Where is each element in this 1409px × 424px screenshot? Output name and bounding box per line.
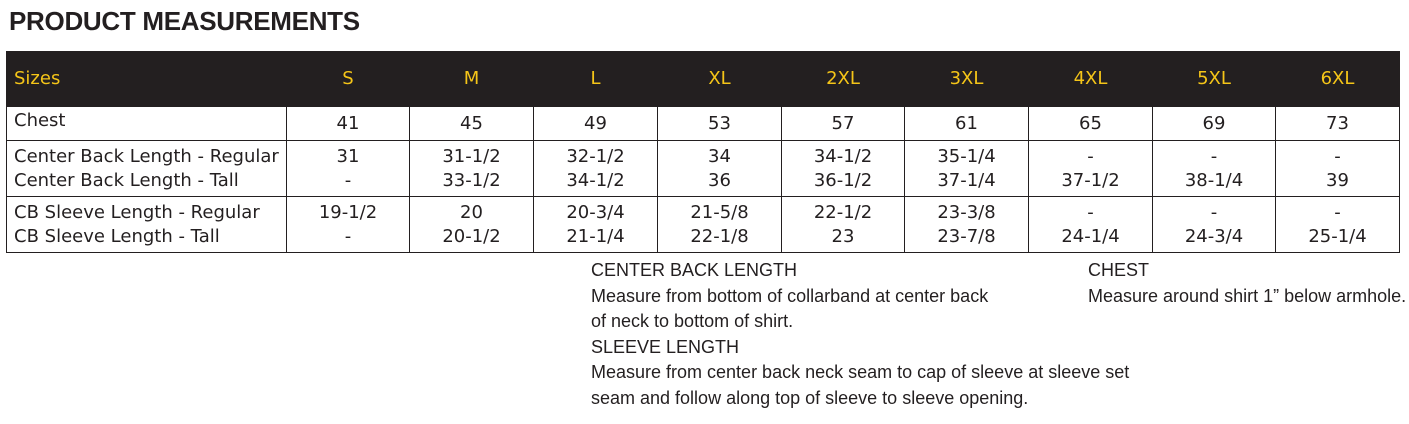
center-back-length-text: of neck to bottom of shirt. xyxy=(591,311,794,331)
cell-value: 36 xyxy=(708,169,731,191)
cell-value: - xyxy=(1087,145,1094,167)
table-cell xyxy=(1029,197,1153,253)
row-label-line: Chest xyxy=(14,110,66,131)
cell-value: 23-7/8 xyxy=(937,225,996,247)
cell-value: - xyxy=(1210,145,1218,167)
cell-value: 41 xyxy=(336,112,360,134)
row-label xyxy=(7,107,287,141)
table-cell xyxy=(782,197,905,253)
table-cell xyxy=(905,141,1029,197)
cell-value: 53 xyxy=(708,112,731,134)
row-label xyxy=(7,141,287,197)
cell-value: 37-1/4 xyxy=(937,169,996,191)
sleeve-length-text: seam and follow along top of sleeve to sleeve opening. xyxy=(591,387,1029,408)
sleeve-length-text: Measure from center back neck seam to cap of sleeve at sleeve set xyxy=(591,362,1130,382)
table-cell xyxy=(410,141,534,197)
row-label-line: CB Sleeve Length - Regular xyxy=(14,201,260,223)
table-header-row xyxy=(7,52,1400,107)
cell-value: 21-5/8 xyxy=(690,201,749,223)
cell-value: - xyxy=(1087,201,1094,223)
table-cell xyxy=(658,141,782,197)
table-cell xyxy=(1276,107,1400,141)
row-label xyxy=(7,197,287,253)
table-cell xyxy=(287,141,410,197)
cell-value: 36-1/2 xyxy=(813,169,873,191)
cell-value: 39 xyxy=(1326,169,1349,191)
cell-value: 31-1/2 xyxy=(442,145,501,167)
table-cell xyxy=(1153,107,1276,141)
size-header: S xyxy=(287,52,410,107)
cell-value: 22-1/2 xyxy=(813,201,873,223)
size-header: 5XL xyxy=(1153,52,1276,107)
measurements-table xyxy=(6,51,1400,253)
row-label-line: Center Back Length - Regular xyxy=(14,145,279,167)
cell-value: 22-1/8 xyxy=(690,225,749,247)
table-cell xyxy=(534,197,658,253)
cell-value: - xyxy=(344,169,352,191)
cell-value: - xyxy=(1210,201,1218,223)
size-header: 6XL xyxy=(1276,52,1400,107)
table-cell xyxy=(905,107,1029,141)
cell-value: 61 xyxy=(955,112,978,134)
cell-value: - xyxy=(1334,145,1341,167)
table-row-chest xyxy=(7,107,1400,141)
cell-value: 69 xyxy=(1202,112,1226,134)
chest-text: Measure around shirt 1” below armhole. xyxy=(1088,285,1407,306)
table-row-sleeve-length xyxy=(7,197,1400,253)
size-header: 2XL xyxy=(782,52,905,107)
table-cell xyxy=(1153,141,1276,197)
cell-value: 49 xyxy=(584,112,607,134)
cell-value: 73 xyxy=(1326,112,1349,134)
cell-value: 21-1/4 xyxy=(566,225,625,247)
cell-value: 35-1/4 xyxy=(937,145,996,167)
cell-value: 20 xyxy=(460,201,483,223)
cell-value: 37-1/2 xyxy=(1061,169,1120,191)
cell-value: 23 xyxy=(831,225,855,247)
cell-value: 33-1/2 xyxy=(442,169,501,191)
chest-heading: CHEST xyxy=(1088,260,1150,280)
cell-value: 31 xyxy=(336,145,360,167)
cell-value: - xyxy=(1334,201,1341,223)
cell-value: 38-1/4 xyxy=(1184,169,1244,191)
sleeve-length-heading: SLEEVE LENGTH xyxy=(591,336,740,357)
table-cell xyxy=(287,107,410,141)
row-label-line: Center Back Length - Tall xyxy=(14,169,239,191)
table-cell xyxy=(1029,107,1153,141)
cell-value: 32-1/2 xyxy=(566,145,625,167)
table-cell xyxy=(287,197,410,253)
row-label-line: CB Sleeve Length - Tall xyxy=(14,225,220,247)
cell-value: 24-1/4 xyxy=(1061,225,1120,247)
table-cell xyxy=(1029,141,1153,197)
size-header: M xyxy=(410,52,534,107)
cell-value: 20-3/4 xyxy=(566,201,625,223)
cell-value: 57 xyxy=(831,112,855,134)
center-back-length-text: Measure from bottom of collarband at center back xyxy=(591,285,989,306)
table-cell xyxy=(658,197,782,253)
table-cell xyxy=(782,141,905,197)
table-cell xyxy=(1276,141,1400,197)
table-row-center-back-length xyxy=(7,141,1400,197)
cell-value: 34-1/2 xyxy=(566,169,625,191)
table-cell xyxy=(534,107,658,141)
size-header: 4XL xyxy=(1029,52,1153,107)
cell-value: 19-1/2 xyxy=(318,201,378,223)
table-cell xyxy=(410,107,534,141)
table-cell xyxy=(534,141,658,197)
cell-value: 34-1/2 xyxy=(813,145,873,167)
cell-value: 34 xyxy=(708,145,731,167)
table-cell xyxy=(782,107,905,141)
page-title: PRODUCT MEASUREMENTS xyxy=(9,6,360,36)
table-cell xyxy=(410,197,534,253)
cell-value: 45 xyxy=(460,112,483,134)
table-cell xyxy=(1276,197,1400,253)
cell-value: 24-3/4 xyxy=(1184,225,1244,247)
header-sizes-label: Sizes xyxy=(7,52,287,107)
cell-value: 25-1/4 xyxy=(1308,225,1367,247)
center-back-length-heading: CENTER BACK LENGTH xyxy=(591,260,798,280)
cell-value: 65 xyxy=(1079,112,1102,134)
table-cell xyxy=(658,107,782,141)
measurement-notes-left xyxy=(591,258,1129,411)
cell-value: 20-1/2 xyxy=(442,225,501,247)
cell-value: - xyxy=(344,225,352,247)
size-header: XL xyxy=(658,52,782,107)
table-cell xyxy=(1153,197,1276,253)
measurement-notes-right xyxy=(1088,258,1406,309)
size-header: 3XL xyxy=(905,52,1029,107)
cell-value: 23-3/8 xyxy=(937,201,996,223)
table-cell xyxy=(905,197,1029,253)
size-header: L xyxy=(534,52,658,107)
